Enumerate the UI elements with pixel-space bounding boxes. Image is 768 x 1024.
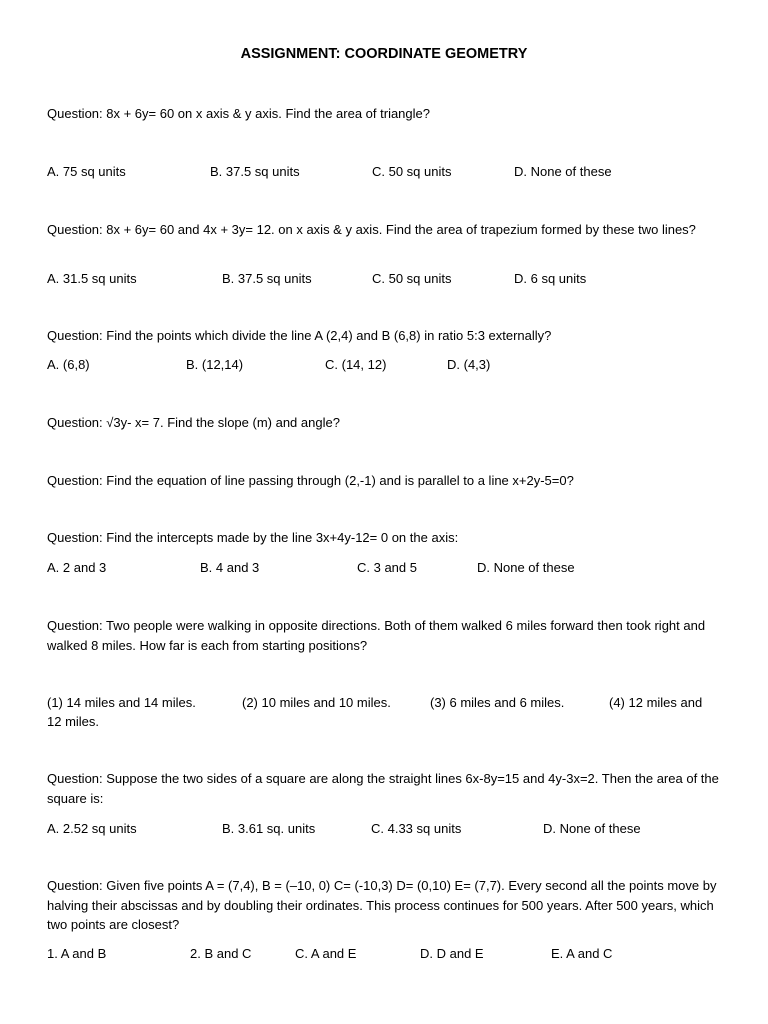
option: A. 31.5 sq units <box>47 271 137 286</box>
option: (2) 10 miles and 10 miles. <box>242 695 391 710</box>
question-8-options <box>0 819 768 839</box>
option: 2. B and C <box>190 946 252 961</box>
question-8-text: Question: Suppose the two sides of a square are along the straight lines 6x-8y=15 and 4y-3x=2. Then the area of the square is: <box>47 771 719 806</box>
option-continuation: 12 miles. <box>47 714 100 729</box>
option: B. 37.5 sq units <box>210 164 300 179</box>
question-4-text: Question: √3y- x= 7. Find the slope (m) and angle? <box>47 415 340 430</box>
question-7-options <box>0 693 768 713</box>
option: B. 3.61 sq. units <box>222 821 316 836</box>
option: D. 6 sq units <box>514 271 587 286</box>
question-5-text: Question: Find the equation of line passing through (2,-1) and is parallel to a line x+2y-5=0? <box>47 473 574 488</box>
question-3-options <box>0 355 768 375</box>
option: B. (12,14) <box>186 357 244 372</box>
option: A. 75 sq units <box>47 164 126 179</box>
option: A. 2.52 sq units <box>47 821 137 836</box>
option: C. 50 sq units <box>372 271 452 286</box>
option: C. A and E <box>295 946 357 961</box>
question-3-text: Question: Find the points which divide the line A (2,4) and B (6,8) in ratio 5:3 externally? <box>47 328 552 343</box>
option: A. 2 and 3 <box>47 560 107 575</box>
question-1-text: Question: 8x + 6y= 60 on x axis & y axis. Find the area of triangle? <box>47 106 430 121</box>
option: B. 37.5 sq units <box>222 271 312 286</box>
option: C. 50 sq units <box>372 164 452 179</box>
option: C. 4.33 sq units <box>371 821 462 836</box>
option: (1) 14 miles and 14 miles. <box>47 695 196 710</box>
option: (3) 6 miles and 6 miles. <box>430 695 565 710</box>
question-9-options <box>0 944 768 964</box>
question-6-options <box>0 558 768 578</box>
option: C. 3 and 5 <box>357 560 417 575</box>
option: A. (6,8) <box>47 357 90 372</box>
option: E. A and C <box>551 946 613 961</box>
option: D. None of these <box>477 560 575 575</box>
option: D. None of these <box>543 821 641 836</box>
question-2-text: Question: 8x + 6y= 60 and 4x + 3y= 12. on x axis & y axis. Find the area of trapezium formed by these two lines? <box>47 222 696 237</box>
option: D. D and E <box>420 946 484 961</box>
question-6-text: Question: Find the intercepts made by the line 3x+4y-12= 0 on the axis: <box>47 530 459 545</box>
option: B. 4 and 3 <box>200 560 260 575</box>
question-1-options <box>0 162 768 182</box>
question-2-options <box>0 269 768 289</box>
option: 1. A and B <box>47 946 107 961</box>
option: D. (4,3) <box>447 357 491 372</box>
question-9-text: Question: Given five points A = (7,4), B = (–10, 0) C= (-10,3) D= (0,10) E= (7,7). Every second all the points move by halving their abscissas and by doubling their ordinates. This process continues for 500 years. After 500 years, which two points are closest? <box>47 878 717 932</box>
option: C. (14, 12) <box>325 357 387 372</box>
option: (4) 12 miles and <box>609 695 703 710</box>
option: D. None of these <box>514 164 612 179</box>
question-7-text: Question: Two people were walking in opposite directions. Both of them walked 6 miles forward then took right and walked 8 miles. How far is each from starting positions? <box>47 618 706 653</box>
page-title: ASSIGNMENT: COORDINATE GEOMETRY <box>240 46 528 62</box>
